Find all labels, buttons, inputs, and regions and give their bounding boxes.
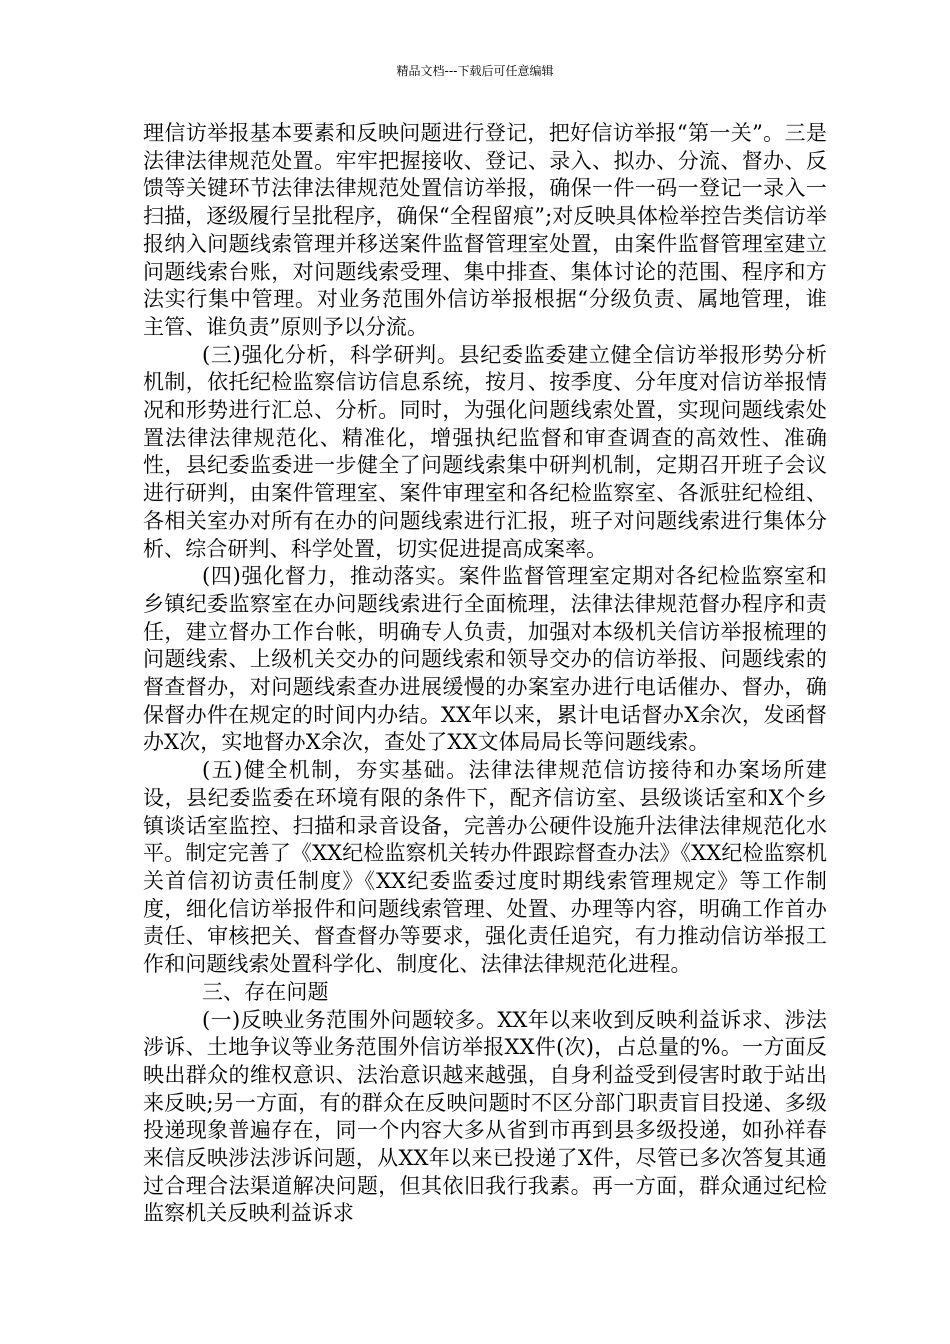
document-body	[143, 120, 827, 1228]
page-header: 精品文档---下载后可任意编辑	[396, 64, 554, 78]
paragraph-section-4-supervision: (四)强化督力，推动落实。案件监督管理室定期对各纪检监察室和乡镇纪委监察室在办问题线索进行全面梳理，法律法律规范督办程序和责任，建立督办工作台帐，明确专人负责，加强对本级机关信访举报梳理的问题线索、上级机关交办的问题线索和领导交办的信访举报、问题线索的督查督办，对问题线索查办进展缓慢的办案室办进行电话催办、督办，确保督办件在规定的时间内办结。XX年以来，累计电话督办X余次，发函督办X次，实地督办X余次，查处了XX文体局局长等问题线索。	[143, 564, 827, 755]
section-heading-existing-problems: 三、存在问题	[202, 979, 329, 1004]
paragraph-problem-1: (一)反映业务范围外问题较多。XX年以来收到反映利益诉求、涉法涉诉、土地争议等业务范围外信访举报XX件(次)，占总量的%。一方面反映出群众的维权意识、法治意识越来越强，自身利益受到侵害时敢于站出来反映;另一方面，有的群众在反映问题时不区分部门职责盲目投递、多级投递现象普遍存在，同一个内容大多从省到市再到县多级投递，如孙祥春来信反映涉法涉诉问题，从XX年以来已投递了X件，尽管已多次答复其通过合理合法渠道解决问题，但其依旧我行我素。再一方面，群众通过纪检监察机关反映利益诉求	[143, 1007, 827, 1226]
paragraph-section-5-mechanism: (五)健全机制，夯实基础。法律法律规范信访接待和办案场所建设，县纪委监委在环境有限的条件下，配齐信访室、县级谈话室和X个乡镇谈话室监控、扫描和录音设备，完善办公硬件设施升法律法律规范化水平。制定完善了《XX纪检监察机关转办件跟踪督查办法》《XX纪检监察机关首信初访责任制度》《XX纪委监委过度时期线索管理规定》等工作制度，细化信访举报件和问题线索管理、处置、办理等内容，明确工作首办责任、审核把关、督查督办等要求，强化责任追究，有力推动信访举报工作和问题线索处置科学化、制度化、法律法律规范化进程。	[143, 758, 827, 977]
paragraph-continuation: 理信访举报基本要素和反映问题进行登记，把好信访举报“第一关”。三是法律法律规范处置。牢牢把握接收、登记、录入、拟办、分流、督办、反馈等关键环节法律法律规范处置信访举报，确保一件一码一登记一录入一扫描，逐级履行呈批程序，确保“全程留痕”;对反映具体检举控告类信访举报纳入问题线索管理并移送案件监督管理室处置，由案件监督管理室建立问题线索台账，对问题线索受理、集中排查、集体讨论的范围、程序和方法实行集中管理。对业务范围外信访举报根据“分级负责、属地管理，谁主管、谁负责”原则予以分流。	[143, 121, 827, 339]
paragraph-section-3-analysis: (三)强化分析，科学研判。县纪委监委建立健全信访举报形势分析机制，依托纪检监察信访信息系统，按月、按季度、分年度对信访举报情况和形势进行汇总、分析。同时，为强化问题线索处置，实现问题线索处置法律法律规范化、精准化，增强执纪监督和审查调查的高效性、准确性，县纪委监委进一步健全了问题线索集中研判机制，定期召开班子会议进行研判，由案件管理室、案件审理室和各纪检监察室、各派驻纪检组、各相关室办对所有在办的问题线索进行汇报，班子对问题线索进行集体分析、综合研判、科学处置，切实促进提高成案率。	[143, 342, 827, 561]
